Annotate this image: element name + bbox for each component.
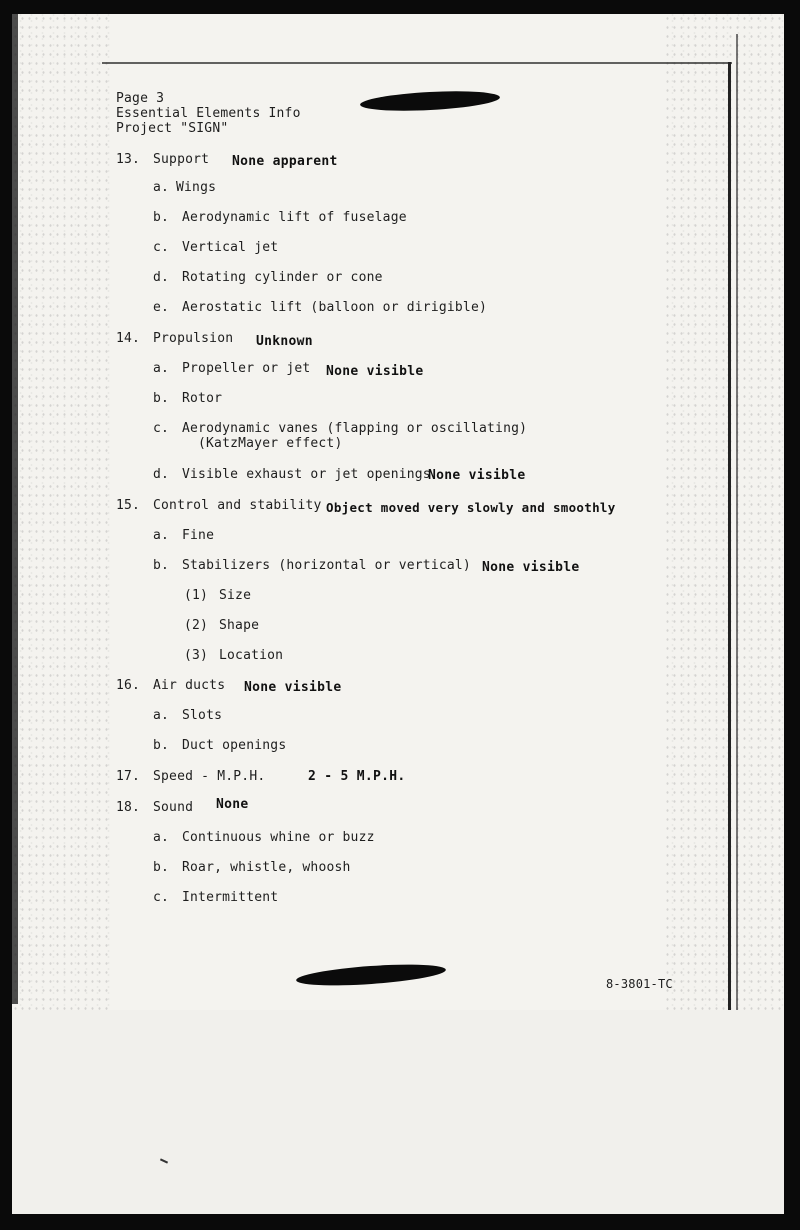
subitem-letter: b. (153, 558, 170, 573)
item-number: 16. (116, 678, 141, 693)
item-number: 14. (116, 331, 141, 346)
item-answer: None visible (244, 680, 342, 695)
subitem-letter: a. (153, 361, 170, 376)
item-answer: 2 - 5 M.P.H. (308, 769, 406, 784)
subitem-label: Continuous whine or buzz (182, 830, 375, 845)
subitem-letter: b. (153, 738, 170, 753)
subitem-label: Wings (176, 180, 217, 195)
subitem-label: Roar, whistle, whoosh (182, 860, 351, 875)
subitem-label: Visible exhaust or jet openings (182, 467, 431, 482)
subitem-label: Intermittent (182, 890, 279, 905)
subitem-label: Rotor (182, 391, 223, 406)
item-answer: None (216, 797, 249, 812)
item-label: Sound (153, 800, 194, 815)
subitem-label: Slots (182, 708, 223, 723)
subsubitem-label: Size (219, 588, 252, 603)
item-answer: Unknown (256, 334, 313, 349)
blank-lower-area (12, 1010, 784, 1214)
subitem-letter: c. (153, 240, 170, 255)
subsubitem-number: (2) (184, 618, 209, 633)
subitem-label: Stabilizers (horizontal or vertical) (182, 558, 471, 573)
page-left-edge (12, 14, 18, 1004)
subitem-letter: d. (153, 467, 170, 482)
item-answer: None visible (482, 560, 580, 575)
subitem-letter: b. (153, 391, 170, 406)
subitem-label: Aerostatic lift (balloon or dirigible) (182, 300, 488, 315)
subsubitem-number: (3) (184, 648, 209, 663)
form-number: 8-3801-TC (606, 977, 673, 991)
item-label: Propulsion (153, 331, 234, 346)
subitem-letter: a. (153, 180, 170, 195)
subitem-label: Fine (182, 528, 215, 543)
subsubitem-label: Location (219, 648, 284, 663)
page-top-line (102, 62, 732, 64)
subitem-label: Aerodynamic lift of fuselage (182, 210, 407, 225)
item-answer: None apparent (232, 154, 338, 169)
subitem-letter: b. (153, 860, 170, 875)
page-number: Page 3 (116, 91, 165, 106)
subitem-letter: c. (153, 890, 170, 905)
subsubitem-label: Shape (219, 618, 260, 633)
item-label: Control and stability (153, 498, 322, 513)
subitem-label: Propeller or jet (182, 361, 311, 376)
item-answer: Object moved very slowly and smoothly (326, 500, 616, 515)
document-page (12, 14, 784, 1214)
subitem-label: Duct openings (182, 738, 287, 753)
item-answer: None visible (326, 364, 424, 379)
subitem-label: Vertical jet (182, 240, 279, 255)
subitem-label: Rotating cylinder or cone (182, 270, 383, 285)
subitem-letter: e. (153, 300, 170, 315)
subitem-letter: a. (153, 708, 170, 723)
subitem-label-continued: (KatzMayer effect) (198, 436, 343, 451)
item-label: Air ducts (153, 678, 226, 693)
project-line: Project "SIGN" (116, 121, 229, 136)
item-label: Support (153, 152, 210, 167)
subitem-letter: b. (153, 210, 170, 225)
subitem-letter: a. (153, 528, 170, 543)
subsubitem-number: (1) (184, 588, 209, 603)
item-number: 13. (116, 152, 141, 167)
redaction-mark (360, 88, 501, 113)
page-edge-line (736, 34, 738, 1014)
page-edge-line (728, 62, 731, 1012)
item-number: 18. (116, 800, 141, 815)
item-number: 15. (116, 498, 141, 513)
redaction-mark (296, 961, 447, 989)
item-answer: None visible (428, 468, 526, 483)
subitem-letter: c. (153, 421, 170, 436)
subitem-letter: d. (153, 270, 170, 285)
subitem-letter: a. (153, 830, 170, 845)
item-number: 17. (116, 769, 141, 784)
item-label: Speed - M.P.H. (153, 769, 266, 784)
subject-line: Essential Elements Info (116, 106, 301, 121)
subitem-label: Aerodynamic vanes (flapping or oscillating) (182, 421, 528, 436)
